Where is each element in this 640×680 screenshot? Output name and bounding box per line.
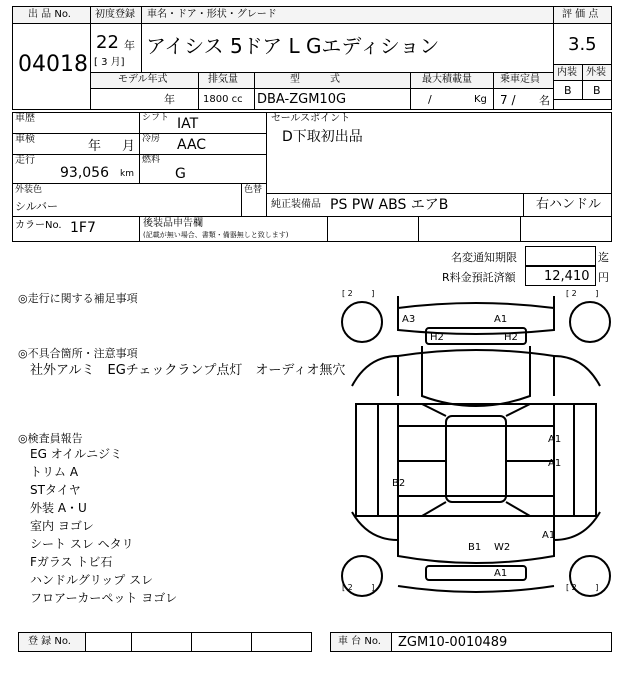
interior: B <box>564 84 572 97</box>
car-condition-diagram <box>338 286 614 602</box>
capacity-unit: 名 <box>539 94 550 107</box>
inspection-year: 年 <box>88 139 102 154</box>
fuel-label: 燃料 <box>142 155 161 165</box>
recycle-label: R料金預託済額 <box>442 271 516 284</box>
model-year-label: モデル年式 <box>118 74 168 85</box>
inspector-line: ハンドルグリップ スレ <box>30 573 154 587</box>
model-year-unit: 年 <box>164 93 175 106</box>
genuine: PS PW ABS エアB <box>330 197 449 213</box>
handle: 右ハンドル <box>536 197 602 212</box>
ext-color-label: 外装色 <box>15 185 43 195</box>
model-label: 型 式 <box>290 74 340 85</box>
damage-mark: A1 <box>494 314 508 325</box>
defects-text: 社外アルミ EGチェックランプ点灯 オーディオ無穴 <box>30 363 346 378</box>
inspector-line: EG オイルニジミ <box>30 447 123 461</box>
car-name: アイシス 5ドア L Gエディション <box>146 34 440 58</box>
mileage-unit: km <box>120 169 134 179</box>
displacement: 1800 cc <box>203 94 243 105</box>
car-name-label: 車名・ドア・形状・グレード <box>147 9 277 20</box>
inspector-line: シート スレ ヘタリ <box>30 537 134 551</box>
max-load: / <box>428 93 432 106</box>
aftermarket-note: (記載が無い場合、書類・備器無しと致します) <box>143 231 289 239</box>
color-change-label: 色替 <box>244 185 263 195</box>
damage-mark: A1 <box>494 568 508 579</box>
model: DBA-ZGM10G <box>257 92 347 107</box>
capacity: 7 / <box>500 93 516 107</box>
cooling-label: 冷房 <box>142 134 161 144</box>
inspector-line: フロアーカーペット ヨゴレ <box>30 591 178 605</box>
model-year-cell <box>90 88 199 110</box>
sales-point: D下取初出品 <box>282 129 363 145</box>
displacement-label: 排気量 <box>208 74 238 85</box>
defects-heading: ◎不具合箇所・注意事項 <box>18 347 138 360</box>
color-no: 1F7 <box>70 220 96 236</box>
tire-label: [ 2 ] <box>566 289 599 298</box>
reg-no-cell-3 <box>191 632 252 652</box>
damage-mark: A1 <box>548 434 562 445</box>
interior-label: 内装 <box>557 67 577 78</box>
sales-point-cell <box>266 112 612 194</box>
year: 22 <box>96 32 119 53</box>
recycle-unit: 円 <box>598 271 609 284</box>
inspector-line: 外装 A・U <box>30 501 87 515</box>
shift: IAT <box>177 116 199 132</box>
name-change-cell <box>525 246 596 266</box>
tire-label: [ 2 ] <box>342 583 375 592</box>
chassis-no: ZGM10-0010489 <box>398 635 508 650</box>
lot-no: 04018 <box>18 52 88 77</box>
color-no-label: カラーNo. <box>15 220 62 231</box>
exterior: B <box>593 84 601 97</box>
name-change-label: 名変通知期限 <box>451 251 517 264</box>
aftermarket-label: 後装品申告欄 <box>143 218 203 229</box>
score: 3.5 <box>568 34 597 55</box>
aftermarket-divider-2 <box>418 216 419 242</box>
reg-no-cell-4 <box>251 632 312 652</box>
sales-point-label: セールスポイント <box>271 113 351 124</box>
damage-mark: B1 <box>468 542 482 553</box>
fuel: G <box>175 166 186 182</box>
name-change-unit: 迄 <box>598 251 609 264</box>
inspector-heading: ◎検査員報告 <box>18 432 83 445</box>
driving-heading: ◎走行に関する補足事項 <box>18 292 138 305</box>
inspector-line: 室内 ヨゴレ <box>30 519 94 533</box>
year-unit: 年 <box>124 39 135 52</box>
inspection-month: 月 <box>122 139 136 154</box>
aftermarket-divider-3 <box>520 216 521 242</box>
damage-mark: W2 <box>494 542 511 553</box>
shift-label: シフト <box>142 113 170 123</box>
inspection-label: 車検 <box>15 134 35 145</box>
cooling: AAC <box>177 137 207 153</box>
recycle-value: 12,410 <box>544 269 590 284</box>
exterior-label: 外装 <box>586 67 606 78</box>
inspector-line: STタイヤ <box>30 483 81 497</box>
damage-mark: H2 <box>504 332 518 343</box>
score-label: 評 価 点 <box>562 9 599 20</box>
reg-no-cell-1 <box>85 632 132 652</box>
month: [ 3 月] <box>94 57 125 68</box>
history-label: 車歴 <box>15 113 35 124</box>
chassis-label: 車 台 No. <box>338 636 381 647</box>
mileage: 93,056 <box>60 165 109 181</box>
reg-no-label: 登 録 No. <box>28 636 71 647</box>
tire-label: [ 2 ] <box>566 583 599 592</box>
lot-no-label: 出 品 No. <box>28 9 71 20</box>
damage-mark: A1 <box>542 530 556 541</box>
damage-mark: B2 <box>392 478 406 489</box>
ext-color: シルバー <box>15 200 58 213</box>
inspector-line: トリム A <box>30 465 79 479</box>
genuine-label: 純正装備品 <box>271 199 321 210</box>
inspector-line: Fガラス トビ石 <box>30 555 113 569</box>
damage-mark: H2 <box>430 332 444 343</box>
first-reg-label: 初度登録 <box>95 9 135 20</box>
max-load-unit: Kg <box>474 94 487 105</box>
damage-mark: A1 <box>548 458 562 469</box>
max-load-label: 最大積載量 <box>422 74 472 85</box>
capacity-label: 乗車定員 <box>500 74 540 85</box>
aftermarket-divider-1 <box>327 216 328 242</box>
damage-mark: A3 <box>402 314 416 325</box>
mileage-label: 走行 <box>15 155 35 166</box>
reg-no-cell-2 <box>131 632 192 652</box>
tire-label: [ 2 ] <box>342 289 375 298</box>
